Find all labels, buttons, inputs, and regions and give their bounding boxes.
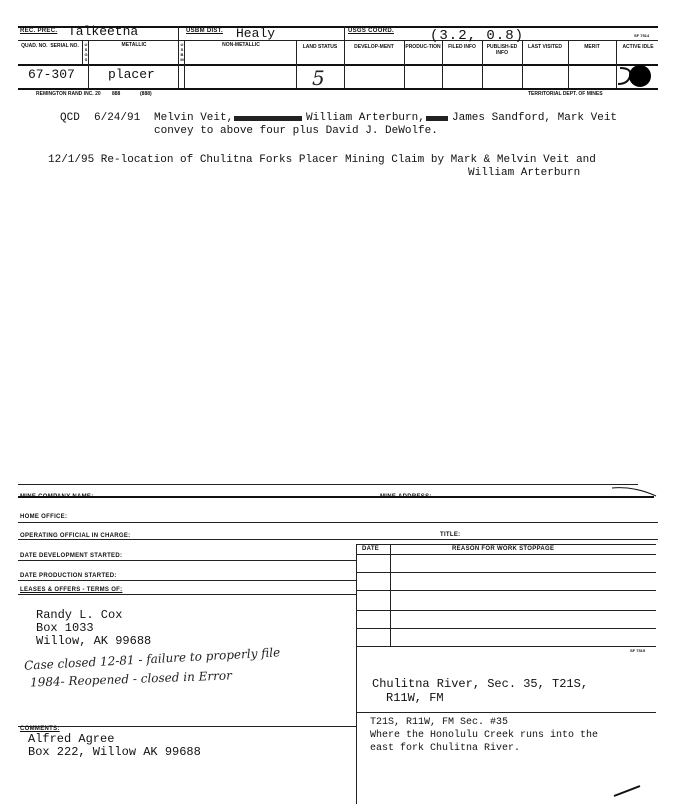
- qcd-convey-line: convey to above four plus David J. DeWolfe.: [154, 125, 438, 137]
- mine-address-label: MINE ADDRESS:: [380, 494, 432, 500]
- reason-column-label: REASON FOR WORK STOPPAGE: [452, 546, 555, 552]
- divider: [522, 40, 523, 88]
- divider: [178, 26, 179, 88]
- comments-rule: [18, 726, 356, 727]
- published-info-label: PUBLISH-ED INFO: [486, 44, 518, 56]
- rec-prec-value: Talkeetna: [68, 24, 139, 39]
- printer-line: REMINGTON RAND INC. 20: [36, 91, 101, 97]
- qcd-grantor-1: Melvin Veit,: [154, 112, 234, 124]
- usgs-letters: U S G S: [84, 42, 88, 62]
- title-label: TITLE:: [440, 532, 461, 538]
- redaction-bar: [234, 116, 302, 121]
- leases-rule: [18, 594, 356, 595]
- leases-label: LEASES & OFFERS - TERMS OF:: [20, 587, 123, 593]
- comments-label: COMMENTS:: [20, 726, 60, 732]
- qcd-label: QCD: [60, 112, 80, 124]
- home-office-label: HOME OFFICE:: [20, 514, 68, 520]
- active-idle-label: ACTIVE IDLE: [622, 44, 654, 50]
- handwritten-note-1: Case closed 12-81 - failure to properly file: [23, 645, 281, 673]
- mine-company-label: MINE COMPANY NAME:: [20, 494, 94, 500]
- date-dev-rule: [18, 560, 356, 561]
- header-rule-2: [18, 40, 658, 41]
- reason-table-rule: [356, 610, 656, 611]
- usbm-dist-value: Healy: [236, 26, 276, 41]
- divider: [442, 40, 443, 88]
- reason-table-rule: [356, 590, 656, 591]
- date-column-divider: [390, 544, 391, 646]
- quad-label: QUAD. NO.: [21, 43, 48, 49]
- reason-table-top: [356, 544, 656, 545]
- header-bottom-rule: [18, 88, 658, 90]
- mine-company-rule: [18, 496, 654, 498]
- right-note-1: T21S, R11W, FM Sec. #35: [370, 717, 509, 728]
- header-rule-3: [18, 64, 658, 66]
- operating-official-label: OPERATING OFFICIAL IN CHARGE:: [20, 533, 131, 539]
- lease-line-3: Willow, AK 99688: [36, 634, 152, 648]
- usgs-coord-value: (3.2, 0.8): [430, 28, 525, 44]
- merit-label: MERIT: [584, 44, 600, 50]
- date-column-label: DATE: [362, 546, 380, 552]
- active-status-dot-icon: [614, 62, 654, 90]
- reason-table-rule: [356, 554, 656, 555]
- usbm-dist-label: USBM DIST.: [186, 28, 224, 34]
- center-divider: [356, 544, 357, 804]
- land-status-label: LAND STATUS: [302, 44, 338, 50]
- pen-mark-icon: [610, 780, 650, 800]
- form-code-bottom: SF 7515: [630, 648, 646, 653]
- qcd-grantor-3: James Sandford, Mark Veit: [452, 112, 618, 124]
- reason-table-rule: [356, 572, 656, 573]
- location-line-2: R11W, FM: [386, 691, 444, 705]
- divider: [88, 40, 89, 88]
- lower-top-rule: [18, 484, 638, 485]
- redaction-bar: [426, 116, 448, 121]
- divider: [82, 40, 83, 64]
- reason-table-rule: [356, 646, 656, 647]
- relocation-line-2: William Arterburn: [468, 167, 581, 179]
- filed-info-label: FILED INFO: [448, 44, 476, 50]
- lease-line-1: Randy L. Cox: [36, 608, 123, 622]
- pen-mark-icon: [610, 484, 658, 498]
- location-line-1: Chulitna River, Sec. 35, T21S,: [372, 677, 589, 691]
- rec-prec-label: REC. PREC.: [20, 28, 58, 34]
- quad-serial-label: [20, 43, 80, 49]
- divider: [568, 40, 569, 88]
- home-office-rule: [18, 522, 658, 523]
- last-visited-label: LAST VISITED: [528, 44, 562, 50]
- date-prod-rule: [18, 580, 356, 581]
- date-production-label: DATE PRODUCTION STARTED:: [20, 573, 117, 579]
- comment-line-1: Alfred Agree: [28, 732, 115, 746]
- metallic-value: placer: [108, 67, 155, 82]
- form-code-top: SF 7514: [634, 33, 650, 38]
- divider: [296, 40, 297, 88]
- divider: [344, 26, 345, 88]
- quad-serial-value: 67-307: [28, 67, 75, 82]
- serial-label: SERIAL NO.: [50, 43, 79, 49]
- development-label: DEVELOP-MENT: [354, 44, 394, 50]
- usbm-letters: U S B M: [180, 42, 184, 62]
- printer-code: (888): [140, 91, 152, 97]
- nonmetallic-label: NON-METALLIC: [222, 42, 260, 48]
- metallic-label: METALLIC: [121, 42, 147, 48]
- qcd-date: 6/24/91: [94, 112, 141, 124]
- usgs-coord-label: USGS COORD.: [348, 28, 394, 34]
- production-label: PRODUC-TION: [405, 44, 441, 50]
- right-note-3: east fork Chulitna River.: [370, 743, 521, 754]
- right-note-2: Where the Honolulu Creek runs into the: [370, 730, 599, 741]
- handwritten-note-2: 1984- Reopened - closed in Error: [29, 668, 233, 690]
- lease-line-2: Box 1033: [36, 621, 94, 635]
- date-development-label: DATE DEVELOPMENT STARTED:: [20, 553, 123, 559]
- reason-table-rule: [356, 628, 656, 629]
- printer-mark: 888: [112, 91, 121, 97]
- divider: [184, 40, 185, 88]
- territorial-dept: TERRITORIAL DEPT. OF MINES: [528, 91, 603, 97]
- land-status-value: 5: [312, 66, 325, 90]
- qcd-grantor-2: William Arterburn,: [306, 112, 425, 124]
- divider: [482, 40, 483, 88]
- operating-official-rule: [18, 539, 658, 540]
- comment-line-2: Box 222, Willow AK 99688: [28, 745, 201, 759]
- relocation-line-1: 12/1/95 Re-location of Chulitna Forks Placer Mining Claim by Mark & Melvin Veit and: [48, 154, 596, 166]
- location-rule: [356, 712, 656, 713]
